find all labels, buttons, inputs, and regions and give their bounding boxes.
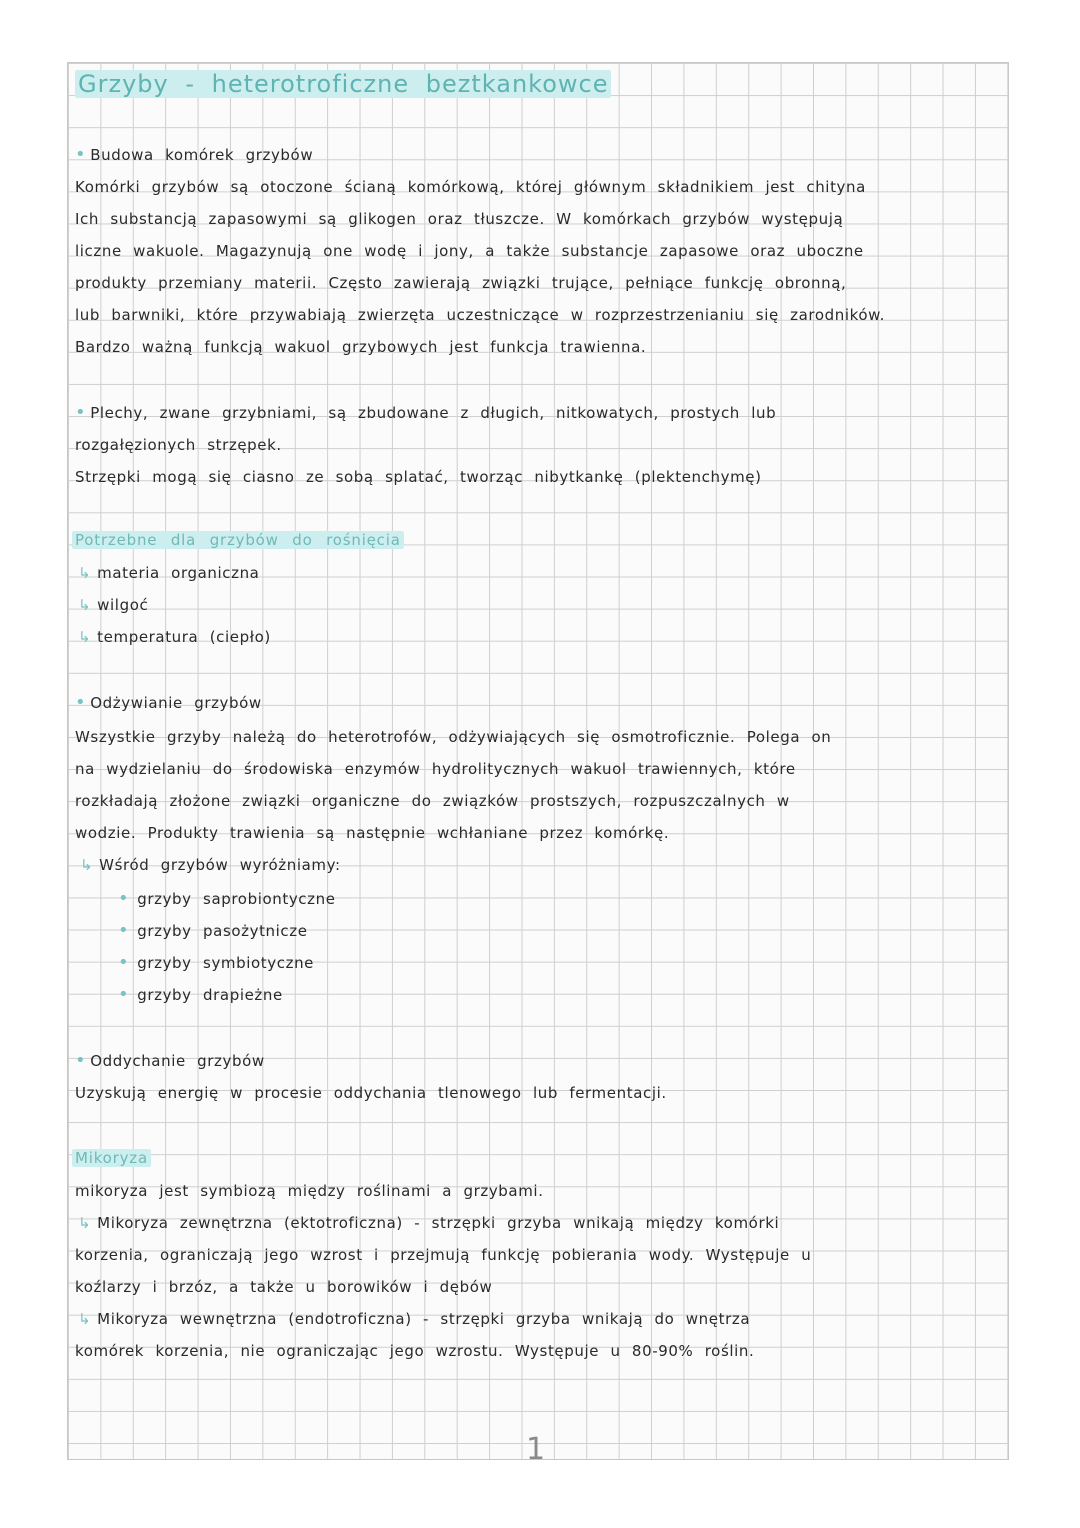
needs-item: ↳ materia organiczna [78,564,260,582]
arrow-right-icon: ↳ [78,564,92,582]
bullet-icon: • [75,1050,87,1071]
bullet-icon: • [118,888,130,909]
text-line: Bardzo ważną funkcją wakuol grzybowych jest funkcja trawienna. [75,338,647,356]
bullet-icon: • [118,984,130,1005]
text-line: wodzie. Produkty trawienia są następnie wchłaniane przez komórkę. [75,824,670,842]
nutrition-intro: ↳ Wśród grzybów wyróżniamy: [80,856,341,874]
text-line: rozgałęzionych strzępek. [75,436,282,454]
text-line: Strzępki mogą się ciasno ze sobą splatać, tworząc nibytkankę (plektenchymę) [75,468,762,486]
section-heading-respiration: • Oddychanie grzybów [75,1050,265,1071]
bullet-icon: • [75,692,87,713]
bullet-icon: • [118,920,130,941]
page-title: Grzyby - heterotroficzne beztkankowce [75,70,611,98]
text-line: produkty przemiany materii. Często zawierają związki trujące, pełniące funkcję obronną, [75,274,847,292]
section-plechy: • Plechy, zwane grzybniami, są zbudowane z długich, nitkowatych, prostych lub [75,402,777,423]
bullet-icon: • [118,952,130,973]
text-line: Uzyskują energię w procesie oddychania tlenowego lub fermentacji. [75,1084,667,1102]
text-line: koźlarzy i brzóz, a także u borowików i dębów [75,1278,493,1296]
needs-item: ↳ wilgoć [78,596,149,614]
text-line: mikoryza jest symbiozą między roślinami a grzybami. [75,1182,544,1200]
text-line: komórek korzenia, nie ograniczając jego wzrostu. Występuje u 80-90% roślin. [75,1342,755,1360]
list-item: • grzyby symbiotyczne [118,952,315,973]
arrow-right-icon: ↳ [78,596,92,614]
needs-heading: Potrzebne dla grzybów do rośnięcia [72,531,404,549]
text-line: lub barwniki, które przywabiają zwierzęta uczestniczące w rozprzestrzenianiu się zarodników. [75,306,886,324]
text-line: Wszystkie grzyby należą do heterotrofów, odżywiających się osmotroficznie. Polega on [75,728,832,746]
mycorrhiza-external: ↳ Mikoryza zewnętrzna (ektotroficzna) - strzępki grzyba wnikają między komórki [78,1214,780,1232]
page-number: 1 [526,1432,546,1467]
text-line: na wydzielaniu do środowiska enzymów hydrolitycznych wakuol trawiennych, które [75,760,796,778]
bullet-icon: • [75,144,87,165]
text-line: liczne wakuole. Magazynują one wodę i jony, a także substancje zapasowe oraz uboczne [75,242,864,260]
list-item: • grzyby pasożytnicze [118,920,308,941]
text-line: Ich substancją zapasowymi są glikogen oraz tłuszcze. W komórkach grzybów występują [75,210,844,228]
bullet-icon: • [75,402,87,423]
section-heading-nutrition: • Odżywianie grzybów [75,692,262,713]
list-item: • grzyby drapieżne [118,984,283,1005]
mycorrhiza-heading: Mikoryza [72,1149,151,1167]
text-line: rozkładają złożone związki organiczne do związków prostszych, rozpuszczalnych w [75,792,790,810]
list-item: • grzyby saprobiontyczne [118,888,336,909]
arrow-right-icon: ↳ [80,856,94,874]
text-line: korzenia, ograniczają jego wzrost i przejmują funkcję pobierania wody. Występuje u [75,1246,812,1264]
arrow-right-icon: ↳ [78,628,92,646]
mycorrhiza-internal: ↳ Mikoryza wewnętrzna (endotroficzna) - strzępki grzyba wnikają do wnętrza [78,1310,751,1328]
needs-item: ↳ temperatura (ciepło) [78,628,271,646]
text-line: Komórki grzybów są otoczone ścianą komórkową, której głównym składnikiem jest chityna [75,178,866,196]
arrow-right-icon: ↳ [78,1310,92,1328]
section-heading-structure: • Budowa komórek grzybów [75,144,314,165]
arrow-right-icon: ↳ [78,1214,92,1232]
